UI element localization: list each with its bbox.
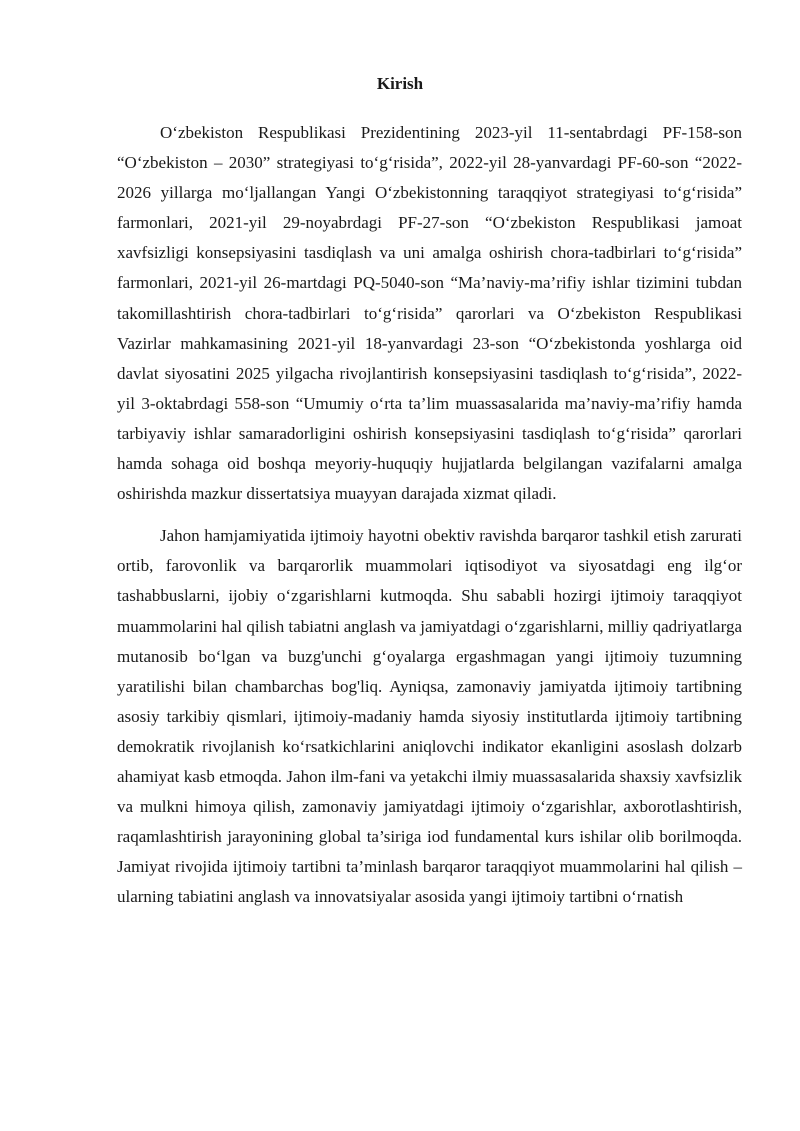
- page-title: Kirish: [376, 74, 424, 93]
- paragraph-intro-relevance: Jahon hamjamiyatida ijtimoiy hayotni obektiv ravishda barqaror tashkil etish zarurati ortib, farovonlik va barqarorlik muammolari iqtisodiyot va siyosatdagi eng ilg‘or tashabbuslarni, ijobiy o‘zgarishlarni kutmoqda. Shu sababli hozirgi ijtimoiy taraqqiyot muammolarini hal qilish tabiatni anglash va jamiyatdagi o‘zgarishlarni, milliy qadriyatlarga mutanosib bo‘lgan va buzg'unchi g‘oyalarga ergashmagan yangi ijtimoiy tuzumning yaratilishi bilan chambarchas bog'liq. Ayniqsa, zamonaviy jamiyatda ijtimoiy tartibning asosiy tarkibiy qismlari, ijtimoiy-madaniy hamda siyosiy institutlarda ijtimoiy tartibning demokratik rivojlanish ko‘rsatkichlarini aniqlovchi indikator ekanligini asoslash dolzarb ahamiyat kasb etmoqda. Jahon ilm-fani va yetakchi ilmiy muassasalarida shaxsiy xavfsizlik va mulkni himoya qilish, zamonaviy jamiyatdagi ijtimoiy o‘zgarishlar, axborotlashtirish, raqamlashtirish jarayonining global ta’siriga iod fundamental kurs ishilar olib borilmoqda. Jamiyat rivojida ijtimoiy tartibni ta’minlash barqaror taraqqiyot muammolarini hal qilish – ularning tabiatini anglash va innovatsiyalar asosida yangi ijtimoiy tartibni o‘rnatish: [117, 526, 742, 907]
- paragraph-intro-legal-basis: O‘zbekiston Respublikasi Prezidentining 2023-yil 11-sentabrdagi PF-158-son “O‘zbekiston – 2030” strategiyasi to‘g‘risida”, 2022-yil 28-yanvardagi PF-60-son “2022-2026 yillarga mo‘ljallangan Yangi O‘zbekistonning taraqqiyot strategiyasi to‘g‘risida” farmonlari, 2021-yil 29-noyabrdagi PF-27-son “O‘zbekiston Respublikasi jamoat xavfsizligi konsepsiyasini tasdiqlash va uni amalga oshirish chora-tadbirlari to‘g‘risida” farmonlari, 2021-yil 26-martdagi PQ-5040-son “Ma’naviy-ma’rifiy ishlar tizimini tubdan takomillashtirish chora-tadbirlari to‘g‘risida” qarorlari va O‘zbekiston Respublikasi Vazirlar mahkamasining 2021-yil 18-yanvardagi 23-son “O‘zbekistonda yoshlarga oid davlat siyosatini 2025 yilgacha rivojlantirish konsepsiyasini tasdiqlash to‘g‘risida”, 2022-yil 3-oktabrdagi 558-son “Umumiy o‘rta ta’lim muassasalarida ma’naviy-ma’rifiy hamda tarbiyaviy ishlar samaradorligini oshirish konsepsiyasini tasdiqlash to‘g‘risida” qarorlari hamda sohaga oid boshqa meyoriy-huquqiy hujjatlarda belgilangan vazifalarni amalga oshirishda mazkur dissertatsiya muayyan darajada xizmat qiladi.: [117, 123, 742, 504]
- document-body: [117, 118, 742, 912]
